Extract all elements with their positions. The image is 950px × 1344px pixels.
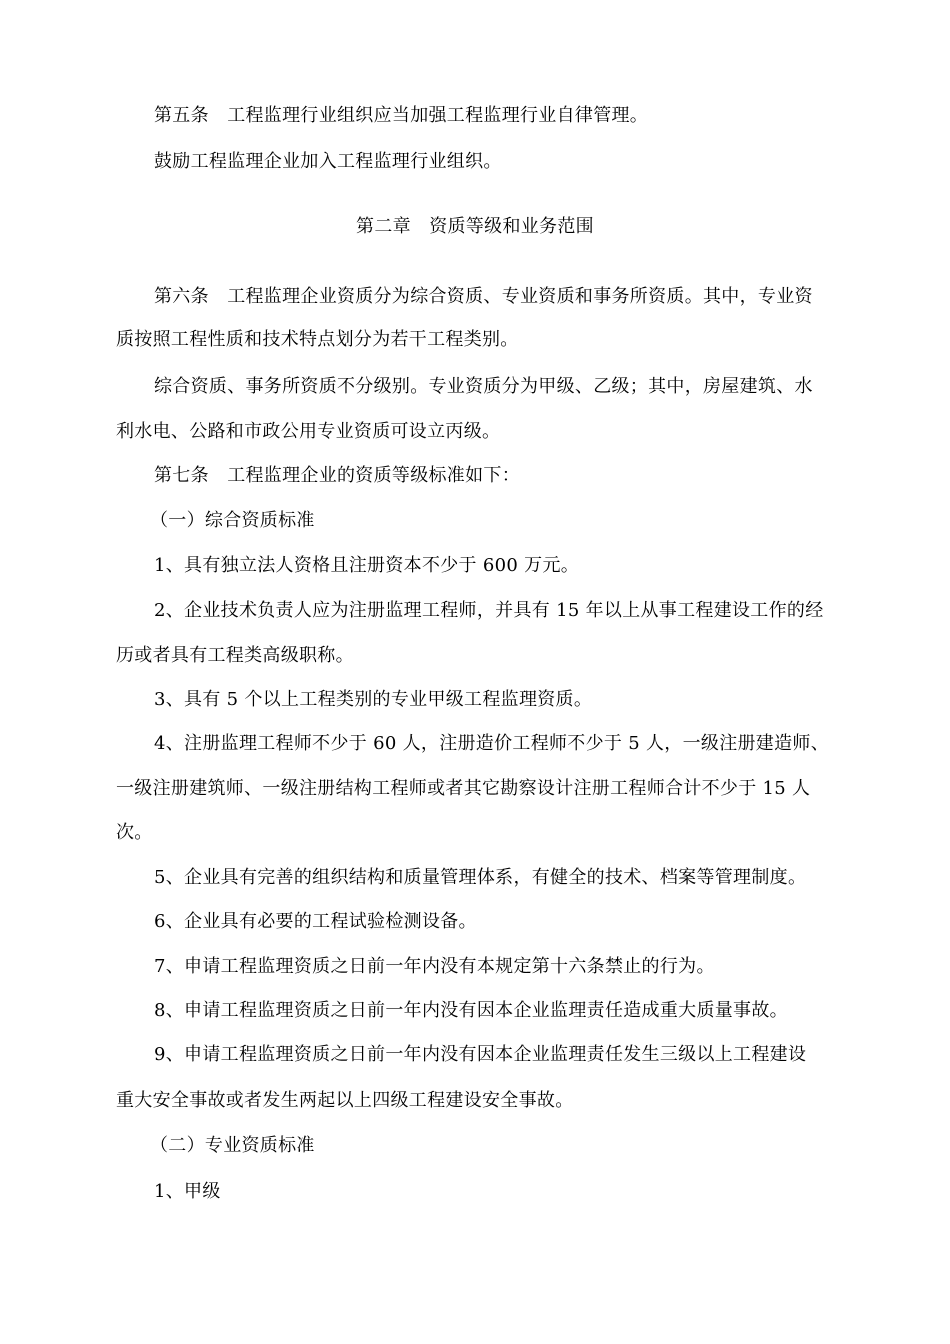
section-2-title: （二）专业资质标准 — [150, 1135, 315, 1156]
list-item: 4、注册监理工程师不少于 60 人，注册造价工程师不少于 5 人，一级注册建造师、 — [154, 733, 829, 754]
article-6-line-1: 第六条 工程监理企业资质分为综合资质、专业资质和事务所资质。其中，专业资 — [154, 286, 813, 307]
list-item: 3、具有 5 个以上工程类别的专业甲级工程监理资质。 — [154, 689, 593, 710]
list-item-continuation: 历或者具有工程类高级职称。 — [116, 645, 354, 666]
article-6-paragraph-2-line-2: 利水电、公路和市政公用专业资质可设立丙级。 — [116, 421, 501, 442]
list-item: 8、申请工程监理资质之日前一年内没有因本企业监理责任造成重大质量事故。 — [154, 1000, 788, 1021]
article-5-text: 第五条 工程监理行业组织应当加强工程监理行业自律管理。 — [154, 105, 649, 126]
list-item: 1、具有独立法人资格且注册资本不少于 600 万元。 — [154, 555, 580, 576]
article-6-paragraph-2-line-1: 综合资质、事务所资质不分级别。专业资质分为甲级、乙级；其中，房屋建筑、水 — [154, 376, 813, 397]
list-item-continuation: 次。 — [116, 822, 153, 843]
article-6-line-2: 质按照工程性质和技术特点划分为若干工程类别。 — [116, 329, 519, 350]
list-item: 5、企业具有完善的组织结构和质量管理体系，有健全的技术、档案等管理制度。 — [154, 867, 807, 888]
section-1-title: （一）综合资质标准 — [150, 510, 315, 531]
article-7-text: 第七条 工程监理企业的资质等级标准如下： — [154, 465, 520, 486]
list-item: 9、申请工程监理资质之日前一年内没有因本企业监理责任发生三级以上工程建设 — [154, 1044, 807, 1065]
article-5-paragraph-2: 鼓励工程监理企业加入工程监理行业组织。 — [154, 151, 502, 172]
list-item-continuation: 一级注册建筑师、一级注册结构工程师或者其它勘察设计注册工程师合计不少于 15 人 — [116, 778, 811, 799]
list-item: 7、申请工程监理资质之日前一年内没有本规定第十六条禁止的行为。 — [154, 956, 715, 977]
list-item: 2、企业技术负责人应为注册监理工程师，并具有 15 年以上从事工程建设工作的经 — [154, 600, 824, 621]
chapter-2-title: 第二章 资质等级和业务范围 — [356, 216, 594, 237]
list-item-continuation: 重大安全事故或者发生两起以上四级工程建设安全事故。 — [116, 1090, 574, 1111]
list-item: 6、企业具有必要的工程试验检测设备。 — [154, 911, 477, 932]
grade-a-heading: 1、甲级 — [154, 1181, 221, 1202]
